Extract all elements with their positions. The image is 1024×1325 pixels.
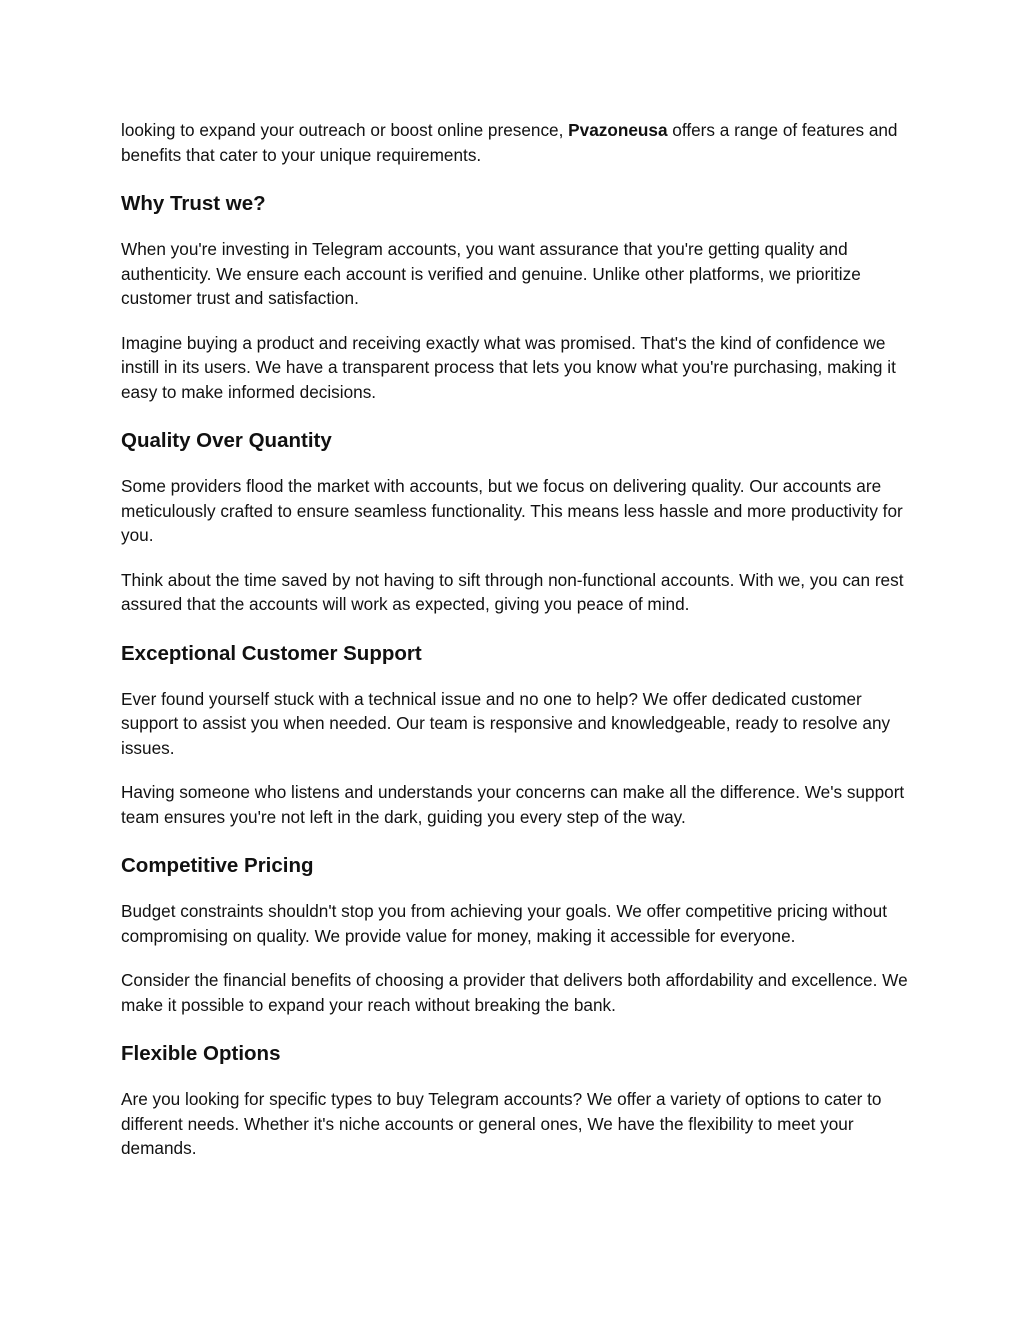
section-paragraph: Imagine buying a product and receiving exactly what was promised. That's the kind of confidence we instill in its users. We have a transparent process that lets you know what you're purchasing, making it easy to make informed decisions. [121,332,896,402]
section-paragraph: Some providers flood the market with accounts, but we focus on delivering quality. Our accounts are meticulously crafted to ensure seamless functionality. This means less hassle and more productivity for you. [121,476,903,545]
section-paragraph: When you're investing in Telegram accounts, you want assurance that you're getting quality and authenticity. We ensure each account is verified and genuine. Unlike other platforms, we prioritize customer trust and satisfaction. [121,239,861,308]
section-paragraph: Budget constraints shouldn't stop you from achieving your goals. We offer competitive pricing without compromising on quality. We provide value for money, making it accessible for everyone. [121,901,887,946]
section-heading: Why Trust we? [121,192,266,215]
section-competitive-pricing [121,853,911,1017]
section-paragraph: Ever found yourself stuck with a technical issue and no one to help? We offer dedicated customer support to assist you when needed. Our team is responsive and knowledgeable, ready to resolve any issues. [121,688,891,758]
section-heading: Quality Over Quantity [121,429,332,452]
intro-text-before: looking to expand your outreach or boost online presence, [121,120,569,140]
section-paragraph: Having someone who listens and understands your concerns can make all the difference. We's support team ensures you're not left in the dark, guiding you every step of the way. [121,782,905,827]
section-quality-over-quantity [121,428,911,617]
section-heading: Flexible Options [121,1042,281,1065]
section-paragraph: Think about the time saved by not having to sift through non-functional accounts. With we, you can rest assured that the accounts will work as expected, giving you peace of mind. [121,569,904,614]
brand-name: Pvazoneusa [568,120,668,140]
section-why-trust [121,191,911,404]
intro-text-after: offers a range of features and benefits that cater to your unique requirements. [121,120,898,165]
section-customer-support [121,641,911,830]
section-flexible-options [121,1041,911,1161]
section-heading: Competitive Pricing [121,854,314,877]
intro-paragraph [121,118,911,167]
section-paragraph: Are you looking for specific types to buy Telegram accounts? We offer a variety of options to cater to different needs. Whether it's niche accounts or general ones, We have the flexibility to meet your demands. [121,1089,882,1158]
section-paragraph: Consider the financial benefits of choosing a provider that delivers both affordability and excellence. We make it possible to expand your reach without breaking the bank. [121,970,908,1015]
section-heading: Exceptional Customer Support [121,641,422,665]
document-page [121,118,911,1161]
